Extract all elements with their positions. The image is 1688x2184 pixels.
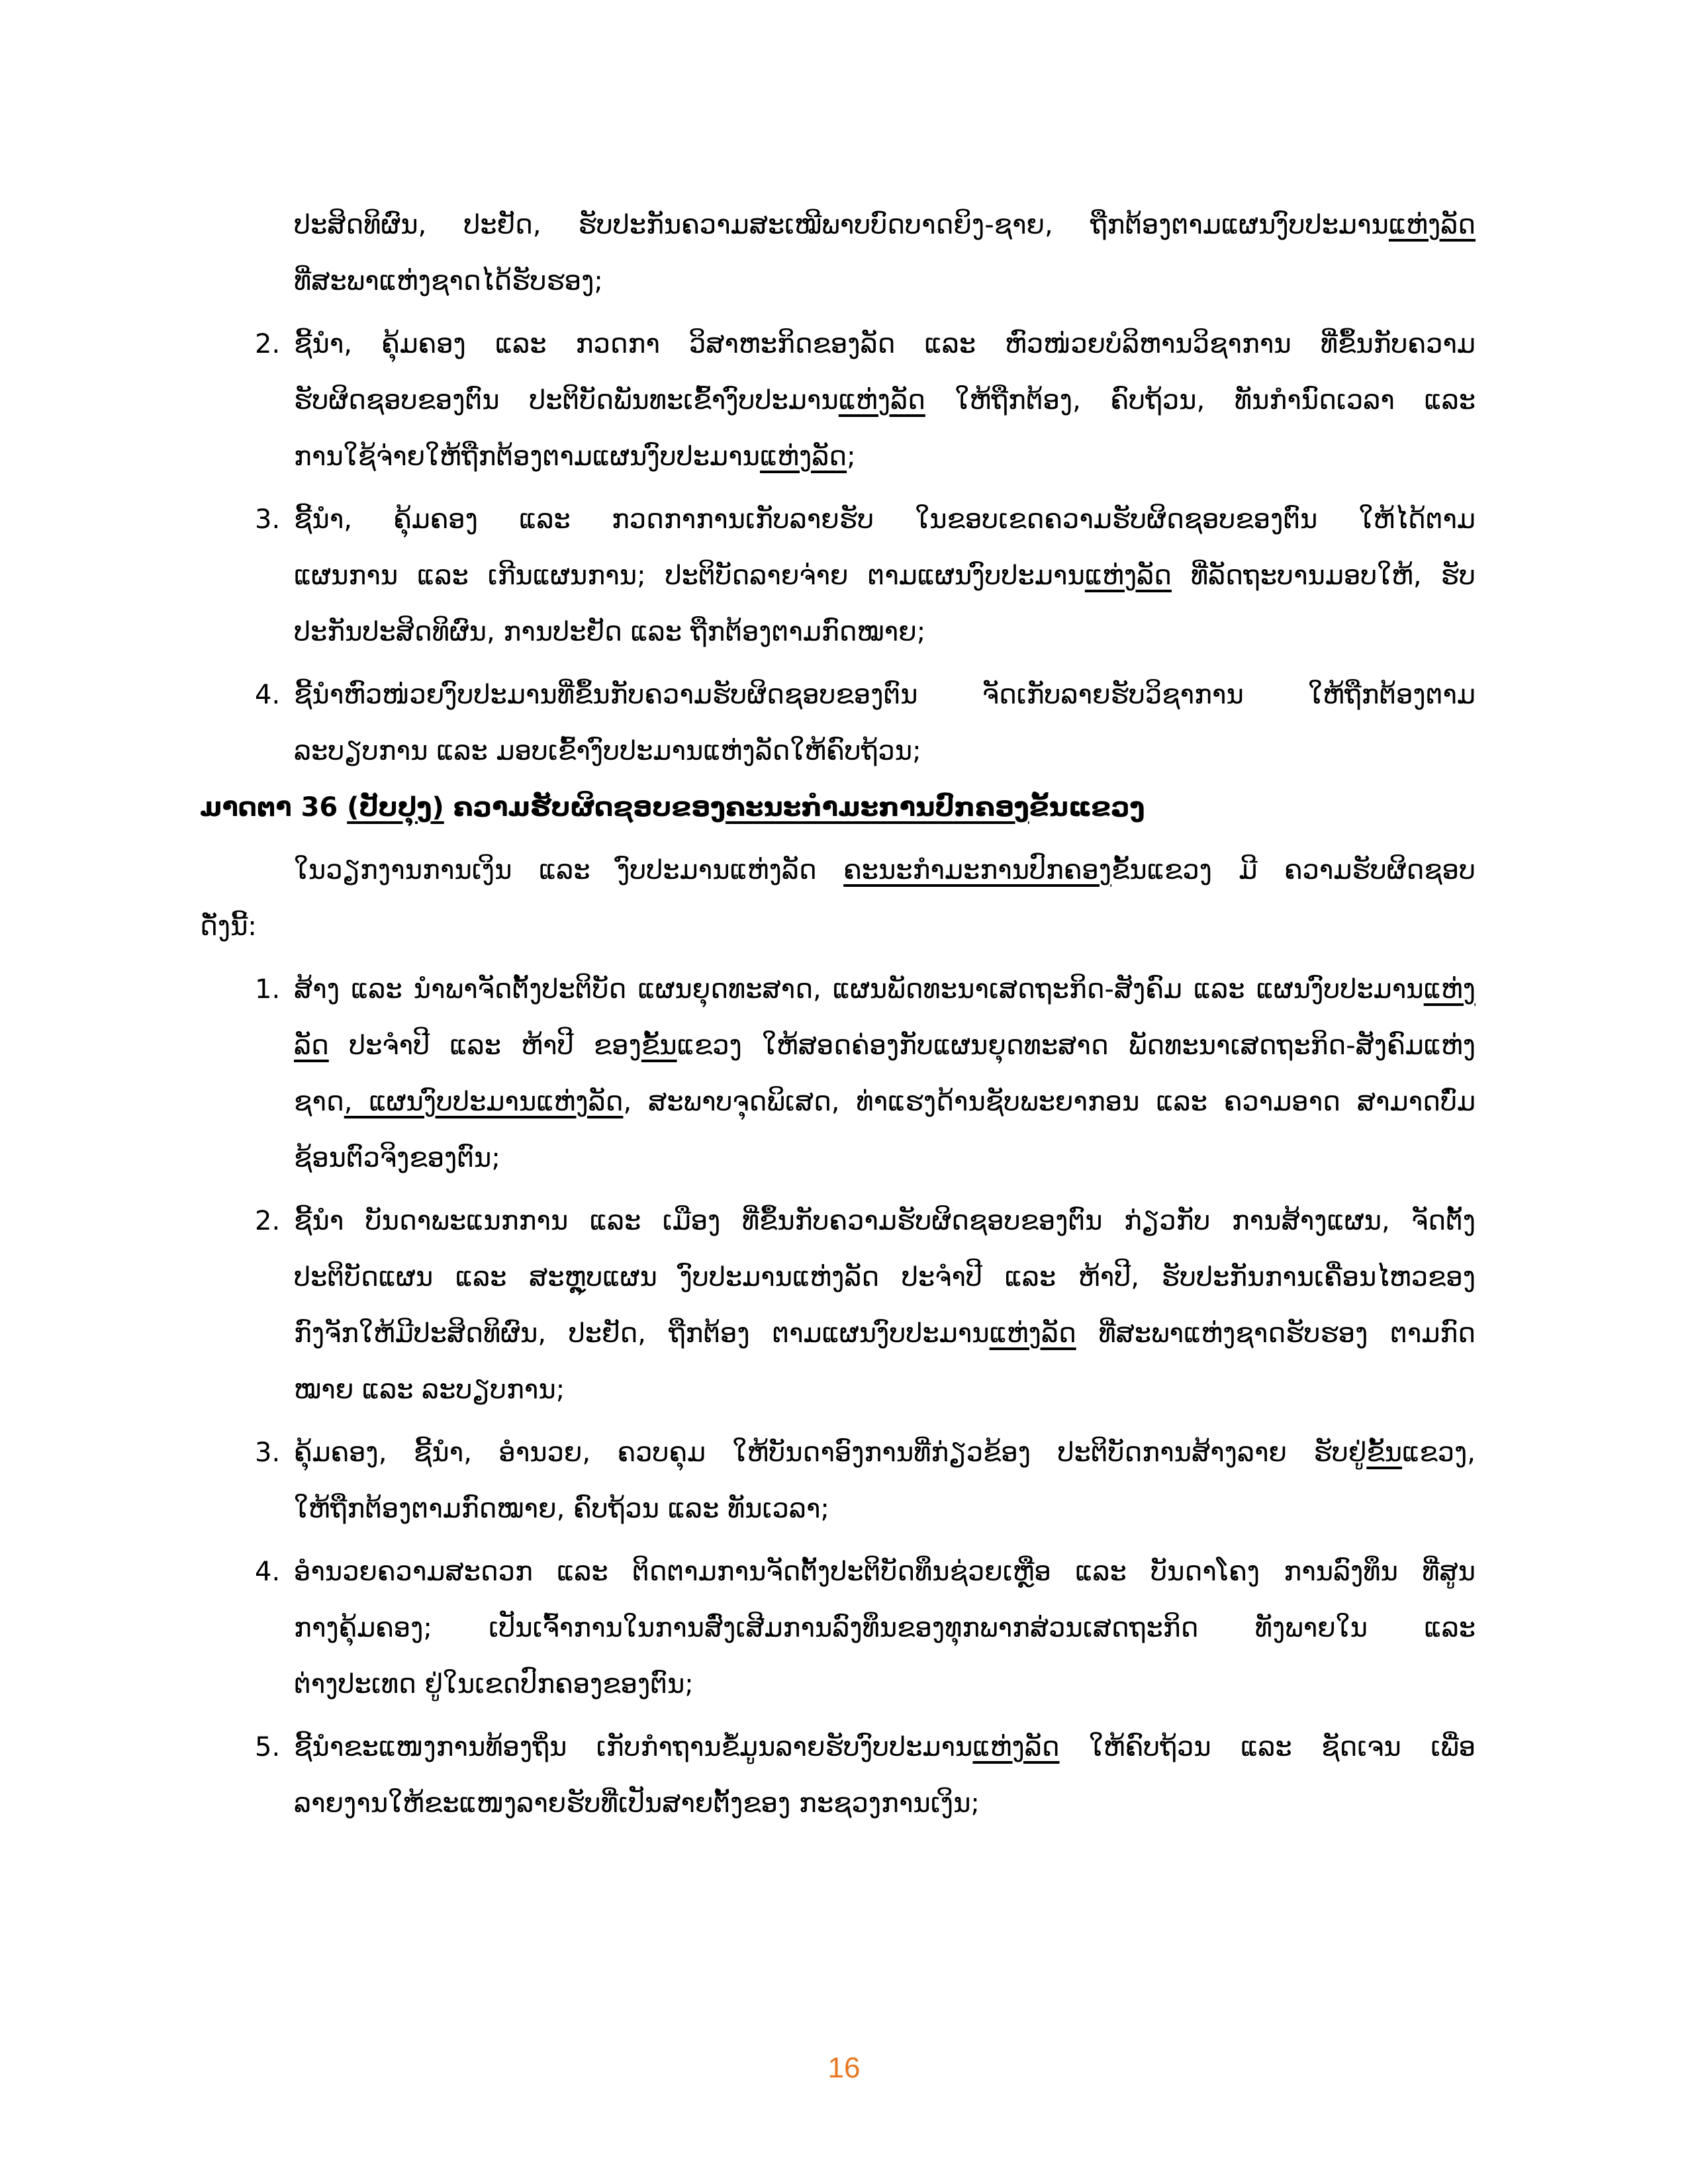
list-number: 2.: [255, 1206, 281, 1236]
text-segment: ຊີ້ນໍາ, ຄຸ້ມຄອງ ແລະ ກວດກາການເກັບລາຍຮັບ ໃນຂອບເຂດຄວາມຮັບຜິດຊອບຂອງຕົນ ໃຫ້ໄດ້ຕາມ: [294, 504, 1476, 535]
text-line: [200, 899, 1476, 955]
text-line: [294, 1018, 1476, 1074]
underlined-text: ແຫ່ງລັດ: [1084, 561, 1172, 591]
text-segment: ປະສິດທິຜົນ, ປະຢັດ, ຮັບປະກັນຄວາມສະເໝີພາບບົດບາດຍິງ-ຊາຍ, ຖືກຕ້ອງຕາມແຜນງົບປະມານ: [294, 210, 1389, 240]
text-segment: ປະກັນປະສິດທິຜົນ, ການປະຢັດ ແລະ ຖືກຕ້ອງຕາມກົດໝາຍ;: [294, 617, 926, 647]
list-item: [0, 1719, 1688, 1832]
text-line: [294, 1250, 1476, 1306]
text-segment: ລະບຽບການ ແລະ ມອບເຂົ້າງົບປະມານແຫ່ງລັດໃຫ້ຄົບຖ້ວນ;: [294, 736, 921, 766]
text-segment: ສ້າງ ແລະ ນໍາພາຈັດຕັ້ງປະຕິບັດ ແຜນຍຸດທະສາດ, ແຜນພັດທະນາເສດຖະກິດ-ສັງຄົມ ແລະ ແຜນງົບປະມານ: [294, 974, 1424, 1005]
text-line: [294, 1193, 1476, 1250]
underlined-text: ແຫ່ງລັດ: [1388, 210, 1476, 240]
text-segment: ໃຫ້ຖືກຕ້ອງ, ຄົບຖ້ວນ, ທັນກໍານົດເວລາ ແລະ: [925, 385, 1476, 416]
underlined-text: ຄະນະກໍາມະການປົກຄອງ: [843, 855, 1112, 886]
text-line: [294, 492, 1476, 548]
list-item: [0, 667, 1688, 780]
list-item: [0, 492, 1688, 660]
text-segment: ແຂວງ ໃຫ້ສອດຄ່ອງກັບແຜນຍຸດທະສາດ ພັດທະນາເສດຖະກິດ-ສັງຄົມແຫ່ງ: [677, 1030, 1476, 1061]
text-segment: ຂັ້ນແຂວງ: [1029, 792, 1145, 823]
text-segment: ຊີ້ນໍາ, ຄຸ້ມຄອງ ແລະ ກວດກາ ວິສາຫະກິດຂອງລັດ ແລະ ຫົວໜ່ວຍບໍລິຫານວິຊາການ ທີ່ຂຶ້ນກັບຄວາມ: [294, 329, 1476, 359]
text-segment: ປະຈໍາປີ ແລະ ຫ້າປີ ຂອງ: [328, 1030, 641, 1061]
underlined-text: ຄະນະກໍາມະການປົກຄອງ: [725, 792, 1029, 823]
text-line: [294, 1776, 1476, 1832]
underlined-text: ແຫ່ງລັດ: [972, 1732, 1060, 1762]
text-segment: ຂັ້ນແຂວງ ມີ ຄວາມຮັບຜິດຊອບ: [1111, 855, 1476, 886]
text-segment: ການໃຊ້ຈ່າຍໃຫ້ຖືກຕ້ອງຕາມແຜນງົບປະມານ: [294, 441, 760, 472]
underlined-text: ແຫ່ງລັດ: [989, 1318, 1076, 1349]
text-segment: ໃນວຽກງານການເງິນ ແລະ ງົບປະມານແຫ່ງລັດ: [294, 855, 844, 886]
paragraph: [0, 197, 1688, 310]
underlined-text: ແຫ່ງລັດ: [838, 385, 925, 416]
text-segment: ຊີ້ນໍາຫົວໜ່ວຍງົບປະມານທີ່ຂຶ້ນກັບຄວາມຮັບຜິດຊອບຂອງຕົນ ຈັດເກັບລາຍຮັບວິຊາການ ໃຫ້ຖືກຕ້ອງຕາມ: [294, 680, 1476, 710]
text-line: [294, 197, 1476, 253]
text-segment: ແຜນການ ແລະ ເກີນແຜນການ; ປະຕິບັດລາຍຈ່າຍ ຕາມແຜນງົບປະມານ: [294, 561, 1085, 591]
text-line: [294, 548, 1476, 604]
page-number: 16: [827, 2052, 861, 2084]
underlined-text: ຂັ້ນ: [641, 1030, 677, 1061]
list-number: 5.: [255, 1732, 281, 1762]
text-segment: ທີ່ລັດຖະບານມອບໃຫ້, ຮັບ: [1171, 561, 1476, 591]
article-heading: [0, 780, 1688, 836]
list-item: [0, 1544, 1688, 1713]
text-segment: ດັ່ງນີ້:: [200, 911, 257, 942]
text-line: [294, 667, 1476, 723]
list-number: 3.: [255, 1437, 281, 1468]
document-body: [0, 191, 1688, 1832]
list-item: [0, 1425, 1688, 1537]
text-line: [294, 723, 1476, 780]
text-segment: ຄຸ້ມຄອງ, ຊີ້ນໍາ, ອໍານວຍ, ຄວບຄຸມ ໃຫ້ບັນດາອົງການທີ່ກ່ຽວຂ້ອງ ປະຕິບັດການສ້າງລາຍ ຮັບຢູ່: [294, 1437, 1367, 1468]
text-segment: ທີ່ສະພາແຫ່ງຊາດໄດ້ຮັບຮອງ;: [294, 266, 603, 296]
text-segment: ຮັບຜິດຊອບຂອງຕົນ ປະຕິບັດພັນທະເຂົ້າງົບປະມານ: [294, 385, 839, 416]
article-intro: [0, 842, 1688, 955]
text-segment: ຊ້ອນຕົວຈິງຂອງຕົນ;: [294, 1143, 500, 1173]
text-segment: ຊີ້ນໍາ ບັນດາພະແນກການ ແລະ ເມືອງ ທີ່ຂຶ້ນກັບຄວາມຮັບຜິດຊອບຂອງຕົນ ກ່ຽວກັບ ການສ້າງແຜນ, ຈັດຕັ້ງ: [294, 1206, 1476, 1236]
text-line: [294, 429, 1476, 485]
text-line: [294, 1657, 1476, 1713]
text-line: [294, 316, 1476, 373]
text-line: [200, 780, 1476, 836]
text-segment: , ສະພາບຈຸດພິເສດ, ທ່າແຮງດ້ານຊັບພະຍາກອນ ແລະ ຄວາມອາດ ສາມາດບົ່ມ: [623, 1087, 1476, 1117]
list-number: 2.: [255, 329, 281, 359]
text-segment: ປະຕິບັດແຜນ ແລະ ສະຫຼຸບແຜນ ງົບປະມານແຫ່ງລັດ ປະຈໍາປີ ແລະ ຫ້າປີ, ຮັບປະກັນການເຄື່ອນໄຫວຂອງ: [294, 1262, 1476, 1293]
text-segment: ຊາດ: [294, 1087, 344, 1117]
text-segment: ຕ່າງປະເທດ ຢູ່ໃນເຂດປົກຄອງຂອງຕົນ;: [294, 1669, 694, 1700]
underlined-text: (ປັບປຸງ): [347, 792, 444, 823]
list-item: [0, 1193, 1688, 1418]
text-line: [294, 1600, 1476, 1657]
text-segment: ລາຍງານໃຫ້ຂະແໜງລາຍຮັບທີ່ເປັນສາຍຕັ້ງຂອງ ກະຊວງການເງິນ;: [294, 1788, 980, 1819]
text-line: [294, 253, 1476, 310]
text-line: [294, 842, 1476, 899]
underlined-text: ລັດ: [294, 1030, 329, 1061]
list-number: 3.: [255, 504, 281, 535]
text-segment: ;: [847, 441, 856, 472]
text-segment: ໃຫ້ຖືກຕ້ອງຕາມກົດໝາຍ, ຄົບຖ້ວນ ແລະ ທັນເວລາ;: [294, 1494, 829, 1524]
text-segment: ທີ່ສະພາແຫ່ງຊາດຮັບຮອງ ຕາມກົດ: [1076, 1318, 1476, 1349]
text-line: [294, 1362, 1476, 1418]
text-segment: ໝາຍ ແລະ ລະບຽບການ;: [294, 1375, 565, 1405]
list-number: 1.: [255, 974, 281, 1005]
text-segment: ມາດຕາ 36: [200, 792, 348, 823]
list-item: [0, 962, 1688, 1187]
text-line: [294, 604, 1476, 660]
list-number: 4.: [255, 1557, 281, 1587]
text-line: [294, 1306, 1476, 1362]
text-line: [294, 1074, 1476, 1130]
text-line: [294, 1719, 1476, 1776]
underlined-text: , ແຜນງົບປະມານແຫ່ງລັດ: [344, 1087, 624, 1117]
text-segment: ກາງຄຸ້ມຄອງ; ເປັນເຈົ້າການໃນການສົ່ງເສີມການລົງທຶນຂອງທຸກພາກສ່ວນເສດຖະກິດ ທັງພາຍໃນ ແລະ: [294, 1613, 1476, 1643]
text-segment: ຄວາມຮັບຜິດຊອບຂອງ: [444, 792, 726, 823]
text-segment: ກົງຈັກໃຫ້ມີປະສິດທິຜົນ, ປະຢັດ, ຖືກຕ້ອງ ຕາມແຜນງົບປະມານ: [294, 1318, 990, 1349]
text-segment: ອໍານວຍຄວາມສະດວກ ແລະ ຕິດຕາມການຈັດຕັ້ງປະຕິບັດທຶນຊ່ວຍເຫຼືອ ແລະ ບັນດາໂຄງ ການລົງທຶນ ທີ່ສູນ: [294, 1557, 1476, 1587]
text-line: [294, 1481, 1476, 1537]
text-line: [294, 373, 1476, 429]
list-number: 4.: [255, 680, 281, 710]
text-line: [294, 1130, 1476, 1187]
text-segment: ແຂວງ,: [1402, 1437, 1476, 1468]
underlined-text: ຂັ້ນ: [1366, 1437, 1403, 1468]
text-line: [294, 1425, 1476, 1481]
underlined-text: ແຫ່ງ: [1423, 974, 1476, 1005]
underlined-text: ແຫ່ງລັດ: [759, 441, 847, 472]
text-line: [294, 962, 1476, 1018]
text-segment: ໃຫ້ຄົບຖ້ວນ ແລະ ຊັດເຈນ ເພື່ອ: [1059, 1732, 1476, 1762]
text-segment: ຊີ້ນໍາຂະແໜງການທ້ອງຖິ່ນ ເກັບກໍາຖານຂໍ້ມູນລາຍຮັບງົບປະມານ: [294, 1732, 973, 1762]
text-line: [294, 1544, 1476, 1600]
list-item: [0, 316, 1688, 485]
